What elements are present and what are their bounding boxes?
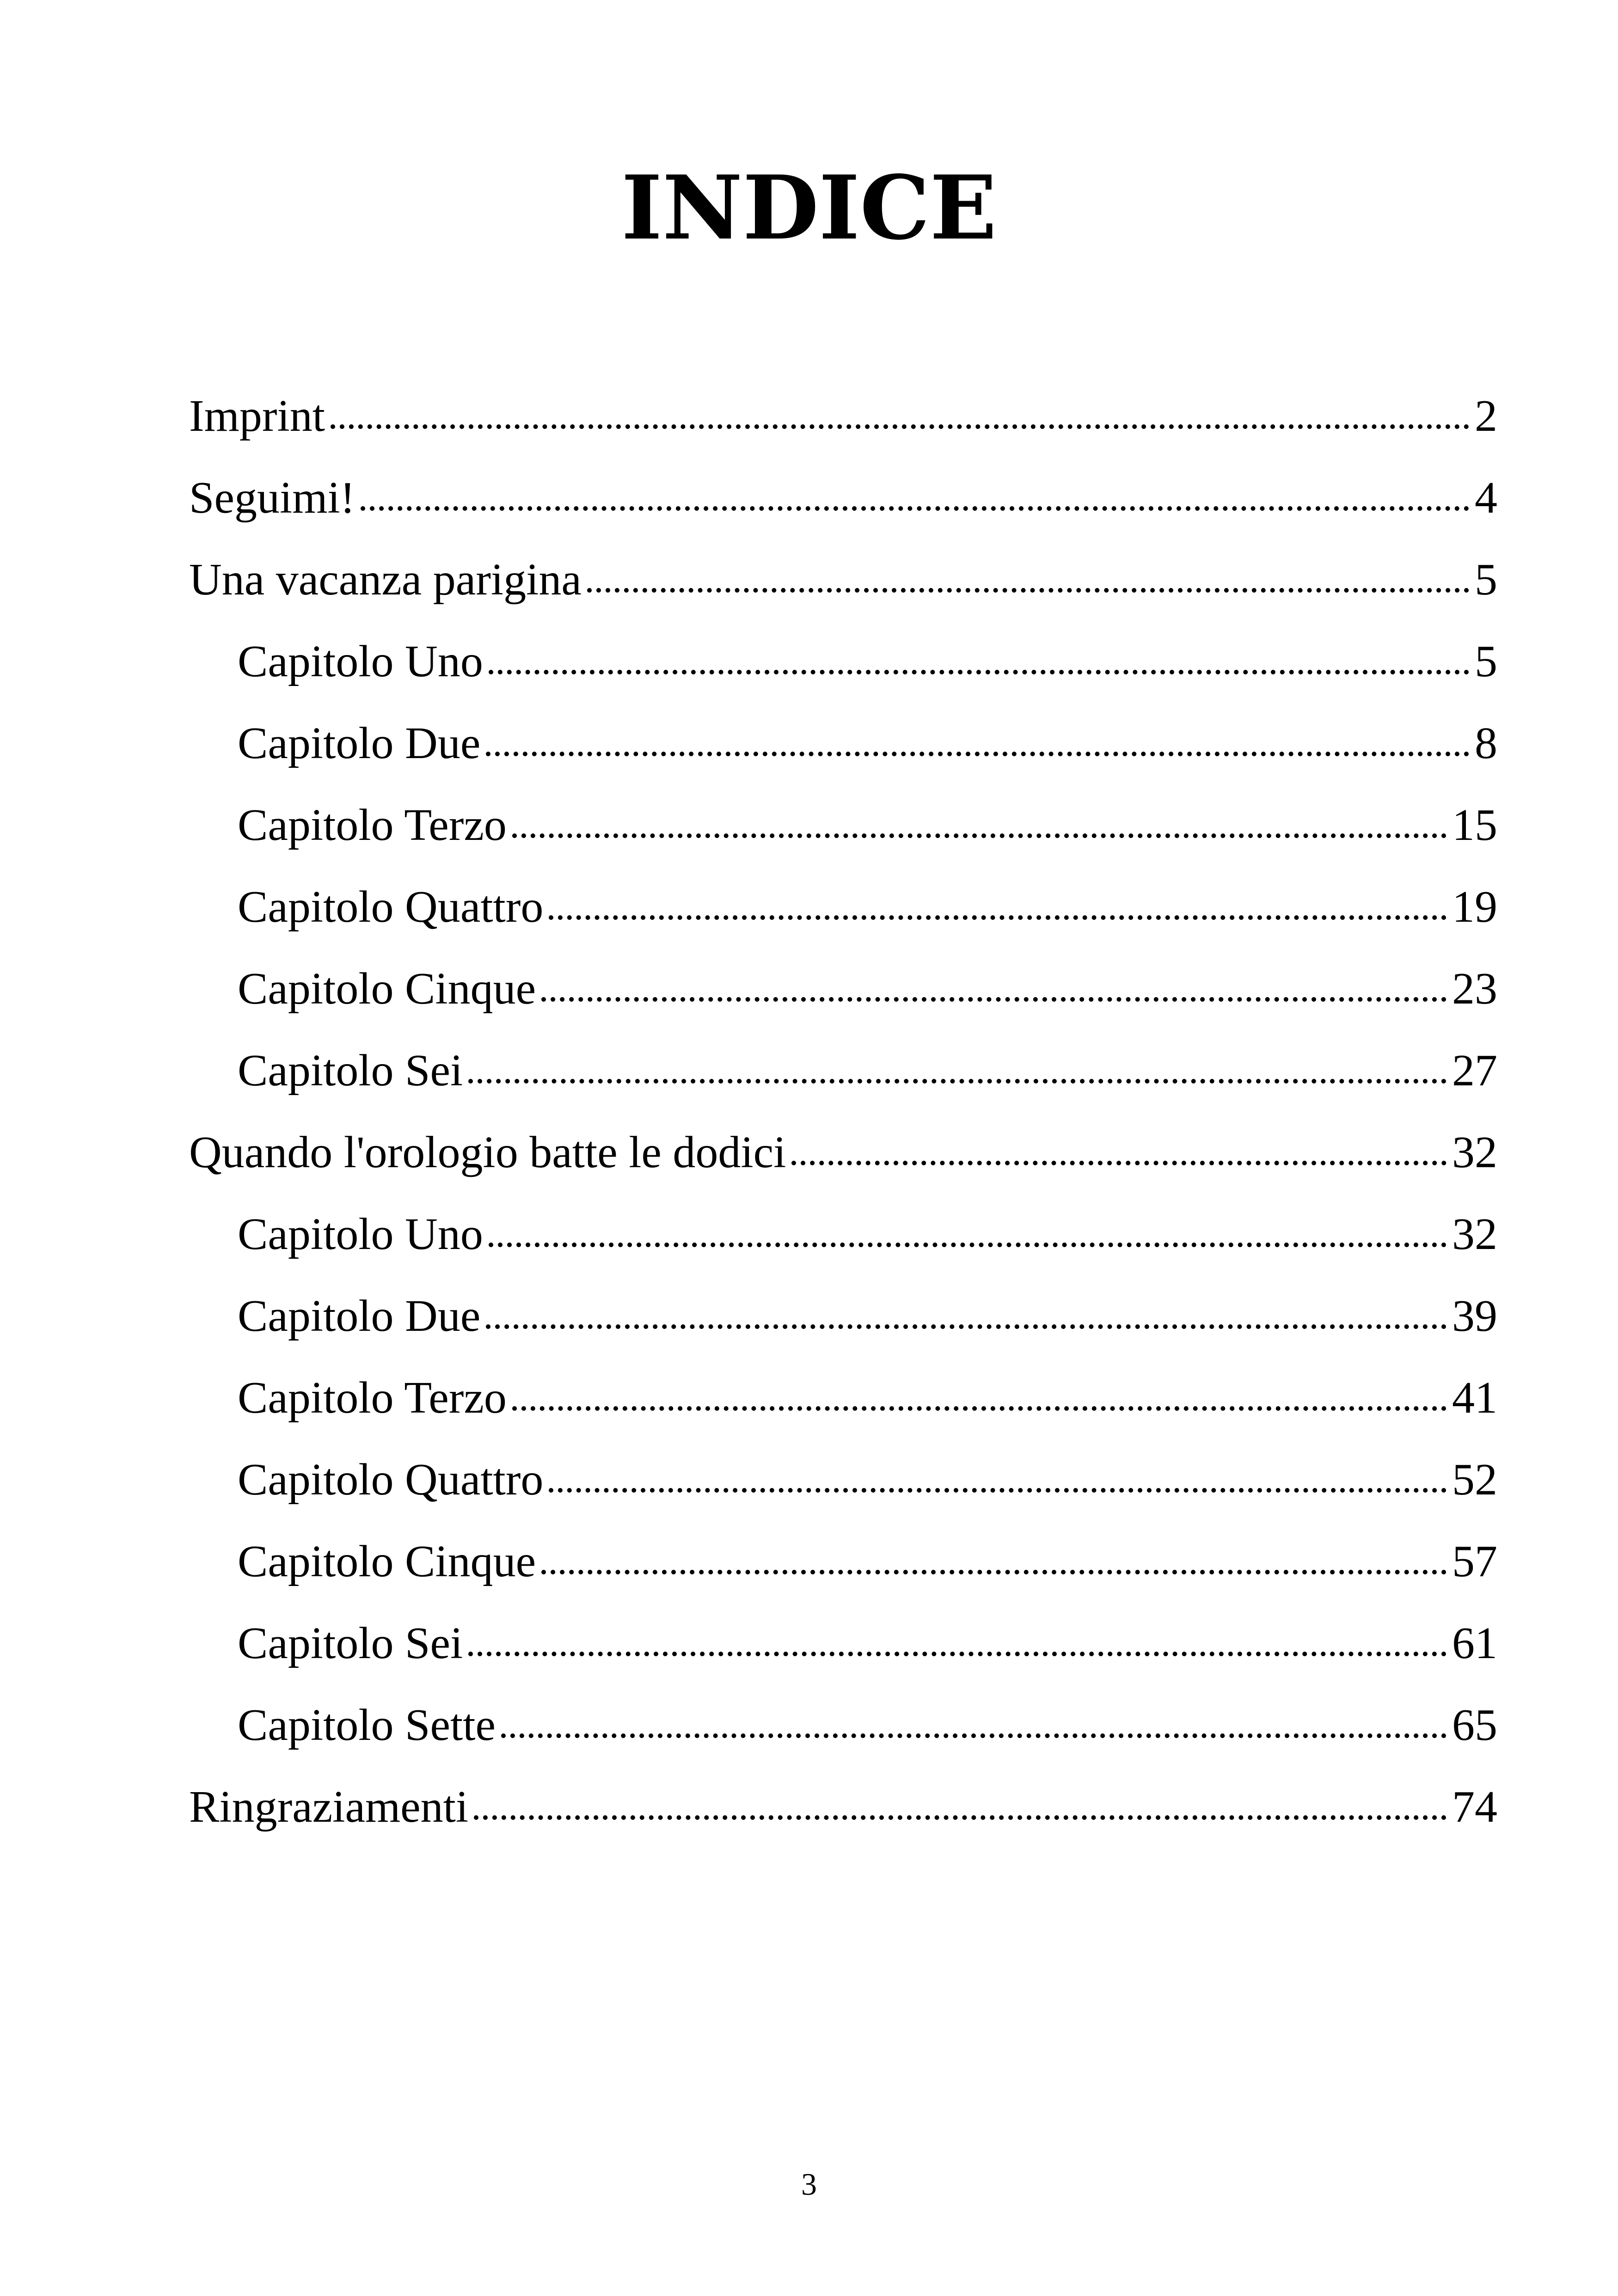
- toc-chapter-entry[interactable]: [189, 1368, 1497, 1450]
- toc-entry-page-number: 65: [1452, 1700, 1497, 1750]
- toc-entry-page-number: 23: [1452, 964, 1497, 1014]
- toc-entry-label: Capitolo Uno: [238, 1209, 483, 1259]
- toc-entry-label: Capitolo Sette: [238, 1700, 496, 1750]
- dot-leader: [468, 1652, 1446, 1656]
- dot-leader: [791, 1161, 1446, 1165]
- toc-entry-page-number: 32: [1452, 1209, 1497, 1259]
- dot-leader: [486, 1324, 1446, 1329]
- toc-chapter-entry[interactable]: [189, 959, 1497, 1041]
- toc-entry-label: Capitolo Cinque: [238, 964, 536, 1014]
- dot-leader: [486, 752, 1469, 756]
- dot-leader: [541, 1570, 1446, 1574]
- dot-leader: [489, 1243, 1446, 1247]
- toc-chapter-entry[interactable]: [189, 1531, 1497, 1613]
- dot-leader: [512, 833, 1446, 838]
- toc-entry-label: Capitolo Quattro: [238, 1455, 544, 1505]
- toc-chapter-entry[interactable]: [189, 1286, 1497, 1368]
- toc-section-entry[interactable]: [189, 1122, 1497, 1204]
- toc-chapter-entry[interactable]: [189, 795, 1497, 877]
- toc-entry-page-number: 4: [1475, 473, 1497, 523]
- dot-leader: [501, 1733, 1446, 1738]
- toc-section-entry[interactable]: [189, 386, 1497, 468]
- toc-entry-label: Capitolo Cinque: [238, 1537, 536, 1586]
- toc-entry-label: Capitolo Due: [238, 718, 481, 768]
- dot-leader: [512, 1406, 1446, 1411]
- toc-chapter-entry[interactable]: [189, 1613, 1497, 1695]
- toc-entry-page-number: 57: [1452, 1537, 1497, 1586]
- toc-entry-label: Capitolo Due: [238, 1291, 481, 1341]
- toc-chapter-entry[interactable]: [189, 1450, 1497, 1531]
- toc-chapter-entry[interactable]: [189, 1204, 1497, 1286]
- table-of-contents: [189, 386, 1497, 1859]
- toc-entry-page-number: 61: [1452, 1618, 1497, 1668]
- toc-entry-page-number: 8: [1475, 718, 1497, 768]
- toc-entry-label: Una vacanza parigina: [189, 555, 582, 605]
- dot-leader: [468, 1079, 1446, 1084]
- toc-entry-page-number: 5: [1475, 637, 1497, 686]
- toc-entry-label: Capitolo Quattro: [238, 882, 544, 932]
- toc-entry-label: Ringraziamenti: [189, 1782, 469, 1832]
- toc-section-entry[interactable]: [189, 550, 1497, 631]
- toc-section-entry[interactable]: [189, 1777, 1497, 1859]
- toc-chapter-entry[interactable]: [189, 1041, 1497, 1122]
- toc-entry-page-number: 41: [1452, 1373, 1497, 1423]
- toc-section-entry[interactable]: [189, 468, 1497, 550]
- toc-entry-page-number: 5: [1475, 555, 1497, 605]
- dot-leader: [474, 1815, 1446, 1820]
- toc-entry-label: Capitolo Terzo: [238, 1373, 507, 1423]
- dot-leader: [549, 915, 1446, 920]
- toc-entry-label: Imprint: [189, 391, 325, 441]
- toc-entry-label: Seguimi!: [189, 473, 355, 523]
- dot-leader: [587, 588, 1469, 593]
- toc-entry-page-number: 52: [1452, 1455, 1497, 1505]
- toc-entry-page-number: 19: [1452, 882, 1497, 932]
- page-title: INDICE: [621, 156, 997, 259]
- toc-chapter-entry[interactable]: [189, 631, 1497, 713]
- dot-leader: [549, 1488, 1446, 1493]
- toc-entry-page-number: 74: [1452, 1782, 1497, 1832]
- toc-entry-label: Capitolo Sei: [238, 1046, 463, 1096]
- dot-leader: [361, 506, 1469, 511]
- toc-entry-page-number: 15: [1452, 800, 1497, 850]
- toc-entry-label: Capitolo Uno: [238, 637, 483, 686]
- dot-leader: [489, 670, 1469, 674]
- dot-leader: [331, 424, 1469, 429]
- toc-entry-label: Capitolo Terzo: [238, 800, 507, 850]
- toc-entry-page-number: 39: [1452, 1291, 1497, 1341]
- toc-entry-label: Capitolo Sei: [238, 1618, 463, 1668]
- toc-entry-page-number: 32: [1452, 1127, 1497, 1177]
- toc-chapter-entry[interactable]: [189, 877, 1497, 959]
- page-number: 3: [801, 2167, 817, 2202]
- toc-chapter-entry[interactable]: [189, 1695, 1497, 1777]
- toc-entry-page-number: 27: [1452, 1046, 1497, 1096]
- toc-chapter-entry[interactable]: [189, 713, 1497, 795]
- toc-entry-page-number: 2: [1475, 391, 1497, 441]
- dot-leader: [541, 997, 1446, 1002]
- toc-entry-label: Quando l'orologio batte le dodici: [189, 1127, 786, 1177]
